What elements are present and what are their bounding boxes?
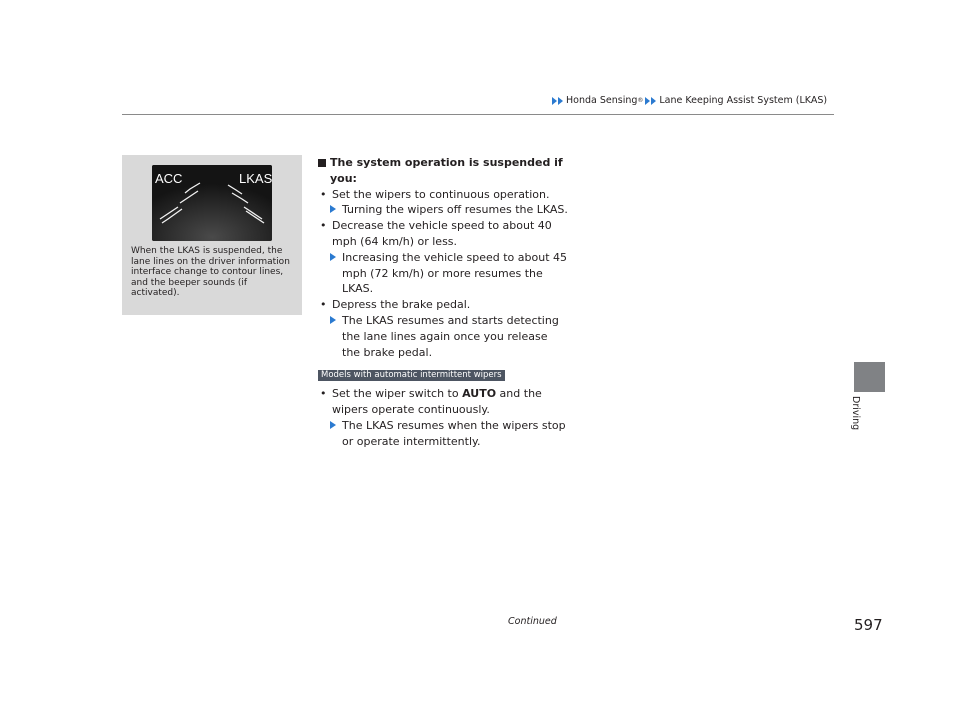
main-content [318, 155, 568, 450]
breadcrumb-arrow-icon [645, 97, 650, 105]
list-sub-item-text: The LKAS resumes and starts detecting the lane lines again once you release the brake pedal. [342, 313, 559, 359]
list-item-text: Decrease the vehicle speed to about 40 mph (64 km/h) or less. [332, 219, 552, 248]
chapter-tab-text: Driving [850, 396, 861, 431]
lkas-display-illustration [152, 165, 272, 241]
breadcrumb-section: Lane Keeping Assist System (LKAS) [659, 95, 828, 106]
list-item [318, 187, 568, 203]
auto-item-text-after: and the wipers operate continuously. [332, 387, 542, 417]
list-item [318, 386, 568, 418]
bullet-icon: • [320, 187, 327, 201]
list-sub-item-text: The LKAS resumes when the wipers stop or operate intermittently. [342, 418, 566, 448]
heading-square-icon [318, 159, 326, 167]
sidebar-note-caption: When the LKAS is suspended, the lane lines on the driver information interface change to contour lines, and the beeper sounds (if activated). [131, 246, 290, 298]
list-sub-item [318, 418, 568, 450]
page-number: 597 [854, 616, 883, 634]
section-heading-text: The system operation is suspended if you: [330, 156, 563, 185]
result-arrow-icon [330, 316, 336, 324]
bullet-icon: • [320, 219, 327, 233]
list-sub-item [318, 202, 568, 218]
section-heading [318, 155, 568, 187]
result-arrow-icon [330, 205, 336, 213]
auto-item-text-before: Set the wiper switch to [332, 387, 463, 401]
lkas-indicator: LKAS [239, 171, 272, 186]
bullet-icon: • [320, 298, 327, 312]
list-sub-item-text: Turning the wipers off resumes the LKAS. [342, 203, 568, 217]
breadcrumb [552, 95, 827, 106]
registered-mark: ® [637, 97, 644, 104]
continued-label: Continued [508, 616, 557, 627]
list-item-text [332, 386, 568, 418]
result-arrow-icon [330, 253, 336, 261]
model-applicability-badge: Models with automatic intermittent wipers [318, 370, 505, 381]
list-sub-item [318, 250, 568, 297]
breadcrumb-arrow-icon [651, 97, 656, 105]
breadcrumb-arrow-icon [552, 97, 557, 105]
breadcrumb-brand: Honda Sensing [566, 95, 638, 106]
list-item [318, 297, 568, 313]
auto-setting-label: AUTO [462, 387, 497, 401]
header-divider [122, 114, 834, 115]
list-item-text: Set the wipers to continuous operation. [332, 187, 550, 201]
chapter-tab-label [850, 396, 866, 436]
breadcrumb-arrow-icon [558, 97, 563, 105]
bullet-icon: • [320, 387, 327, 401]
result-arrow-icon [330, 421, 336, 429]
acc-indicator: ACC [155, 171, 183, 186]
lane-lines-graphic [152, 165, 272, 241]
list-sub-item [318, 313, 568, 360]
list-item [318, 218, 568, 250]
list-sub-item-text: Increasing the vehicle speed to about 45 mph (72 km/h) or more resumes the LKAS. [342, 250, 568, 296]
chapter-tab-marker [854, 362, 885, 392]
list-item-text: Depress the brake pedal. [332, 298, 471, 312]
